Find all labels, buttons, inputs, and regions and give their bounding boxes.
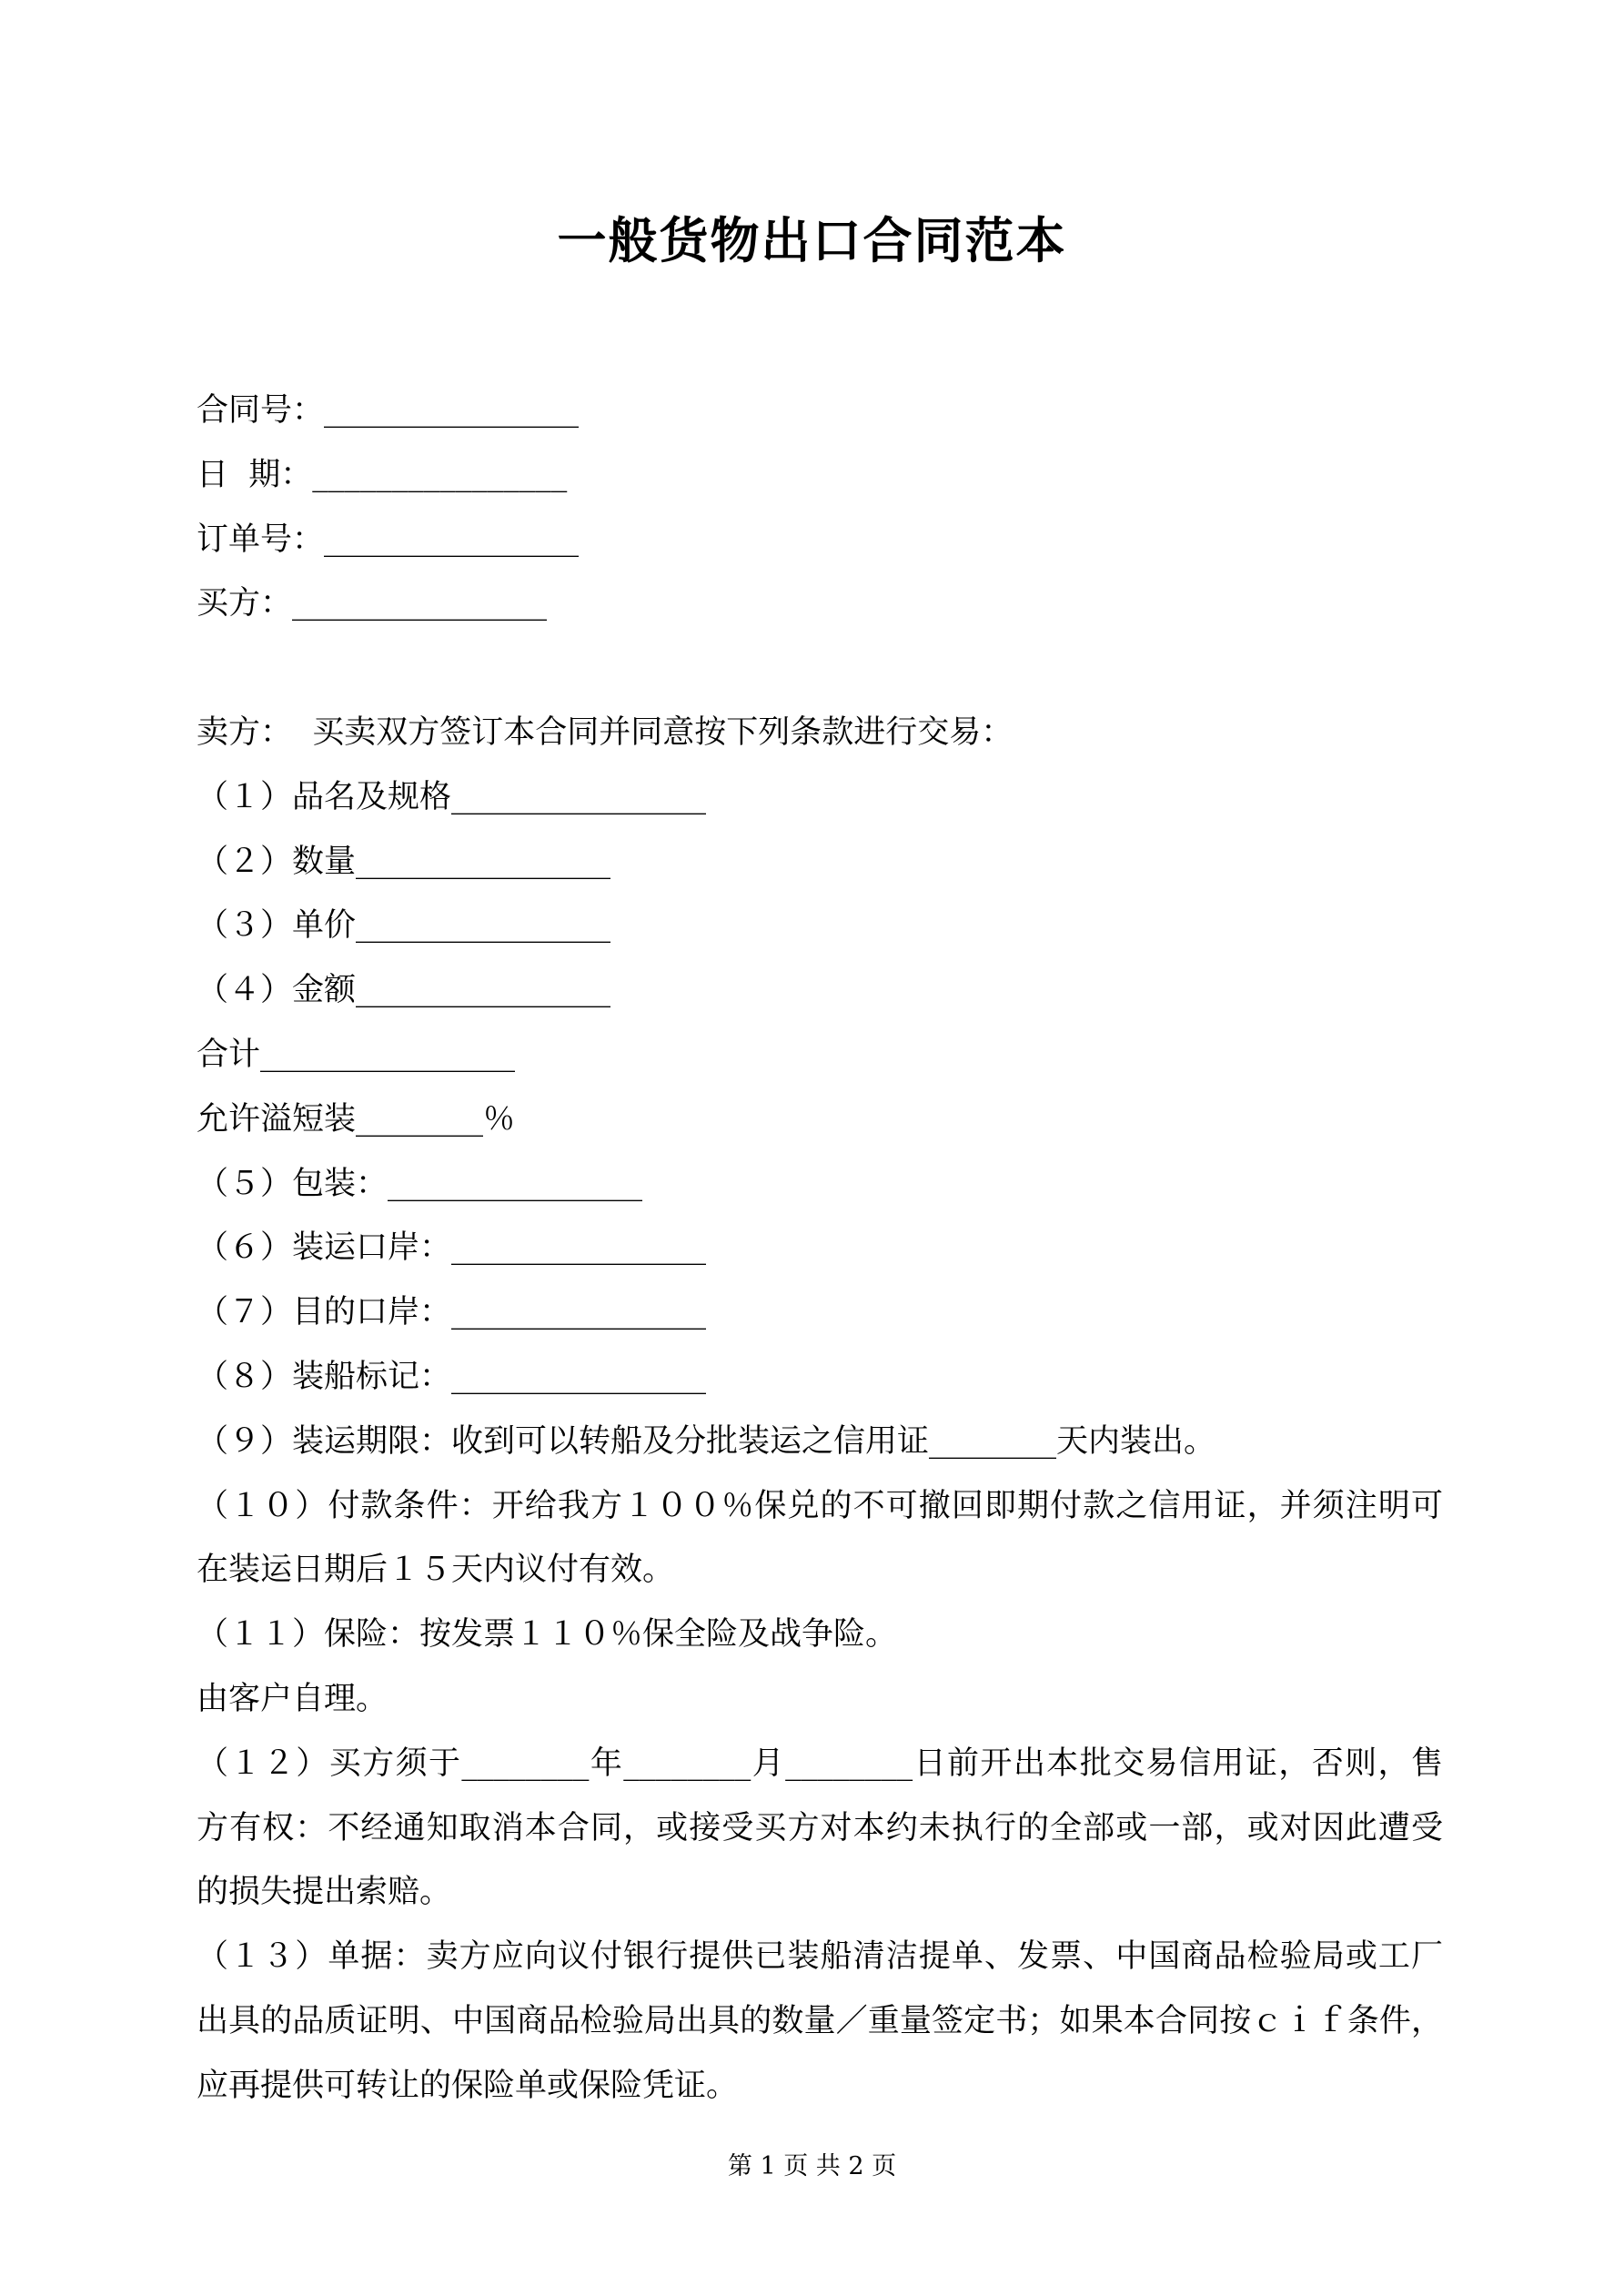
- contract-line: 卖方： 买卖双方签订本合同并同意按下列条款进行交易：: [197, 713, 1014, 751]
- contract-line: 方有权：不经通知取消本合同，或接受买方对本约未执行的全部或一部，或对因此遭受: [197, 1809, 1443, 1846]
- contract-line: （３）单价________________: [197, 907, 611, 945]
- contract-line: （１１）保险：按发票１１０％保全险及战争险。: [197, 1616, 898, 1654]
- contract-line: 在装运日期后１５天内议付有效。: [197, 1552, 675, 1589]
- contract-line: （６）装运口岸：________________: [197, 1229, 707, 1267]
- contract-line: 出具的品质证明、中国商品检验局出具的数量／重量签定书；如果本合同按ｃｉｆ条件，: [197, 2002, 1443, 2039]
- contract-line: 的损失提出索赔。: [197, 1874, 452, 1911]
- contract-line: 日 期：________________: [197, 456, 568, 493]
- contract-line: （８）装船标记：________________: [197, 1358, 707, 1395]
- contract-line: （１３）单据：卖方应向议付银行提供已装船清洁提单、发票、中国商品检验局或工厂: [197, 1938, 1443, 1976]
- page-footer: 第 1 页 共 2 页: [727, 2152, 897, 2180]
- contract-line: 订单号：________________: [197, 521, 580, 558]
- contract-line: 应再提供可转让的保险单或保险凭证。: [197, 2067, 739, 2104]
- contract-line: 合同号：________________: [197, 392, 580, 429]
- contract-line: （５）包装：________________: [197, 1165, 643, 1202]
- contract-line: 由客户自理。: [197, 1680, 388, 1717]
- document-title: 一般货物出口合同范本: [557, 211, 1067, 269]
- contract-line: 合计________________: [197, 1036, 516, 1073]
- contract-line: （１０）付款条件：开给我方１００％保兑的不可撤回即期付款之信用证，并须注明可: [197, 1487, 1443, 1524]
- contract-line: 买方：________________: [197, 585, 548, 622]
- contract-body: [197, 379, 1443, 2119]
- contract-line: （１）品名及规格________________: [197, 778, 707, 815]
- contract-line: （９）装运期限：收到可以转船及分批装运之信用证________天内装出。: [197, 1422, 1216, 1460]
- contract-line: （７）目的口岸：________________: [197, 1294, 707, 1331]
- contract-line: 允许溢短装________％: [197, 1100, 516, 1138]
- contract-line: （４）金额________________: [197, 972, 611, 1009]
- contract-line: （１２）买方须于________年________月________日前开出本批交易信用证，否则，售: [197, 1745, 1443, 1782]
- contract-line: （２）数量________________: [197, 843, 611, 880]
- contract-line: [197, 636, 1443, 701]
